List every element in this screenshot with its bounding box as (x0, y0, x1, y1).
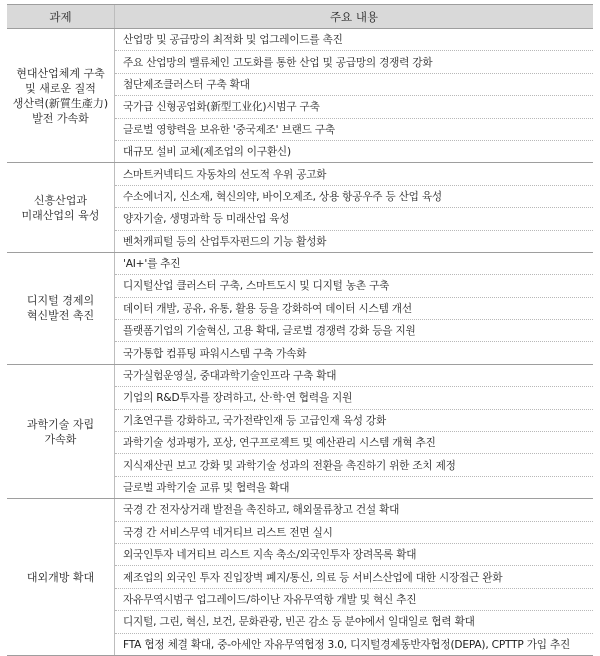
content-item: 대규모 설비 교체(제조업의 이구환신) (123, 146, 291, 159)
content-item: 벤처캐피털 등의 산업투자펀드의 기능 활성화 (123, 235, 327, 248)
policy-table (7, 4, 593, 656)
content-list (115, 163, 593, 252)
content-list (115, 365, 593, 498)
content-list (115, 253, 593, 364)
content-item: 자유무역시범구 업그레이드/하이난 자유무역항 개발 및 혁신 추진 (115, 589, 593, 611)
content-item: 첨단제조클러스터 구축 확대 (115, 74, 593, 96)
content-item: 국가실험운영실, 중대과학기술인프라 구축 확대 (115, 365, 593, 387)
content-item: 글로벌 영향력을 보유한 '중국제조' 브랜드 구축 (115, 119, 593, 141)
content-item: 산업망 및 공급망의 최적화 및 업그레이드를 촉진 (115, 29, 593, 51)
content-item: 양자기술, 생명과학 등 미래산업 육성 (115, 208, 593, 230)
category-cell: 현대산업체계 구축 및 새로운 질적 생산력(新質生產力) 발전 가속화 (7, 29, 115, 162)
category-cell: 디지털 경제의 혁신발전 촉진 (7, 253, 115, 364)
content-item: 국경 간 서비스무역 네거티브 리스트 전면 실시 (115, 522, 593, 544)
content-item: FTA 협정 체결 확대, 중-아세안 자유무역협정 3.0, 디지털경제동반자협정(DEPA), CPTTP 가입 추진 (123, 638, 571, 651)
content-item: 디지털산업 클러스터 구축, 스마트도시 및 디지털 농촌 구축 (115, 275, 593, 297)
content-item: 디지털, 그린, 혁신, 보건, 문화관광, 빈곤 감소 등 분야에서 일대일로 협력 확대 (115, 611, 593, 633)
table-group (7, 499, 593, 656)
table-group (7, 29, 593, 163)
category-cell: 대외개방 확대 (7, 499, 115, 655)
table-group (7, 365, 593, 499)
content-item: 'AI+'를 추진 (115, 253, 593, 275)
content-item: 과학기술 성과평가, 포상, 연구프로젝트 및 예산관리 시스템 개혁 추진 (115, 432, 593, 454)
category-cell: 신흥산업과 미래산업의 육성 (7, 163, 115, 252)
content-item: 국경 간 전자상거래 발전을 촉진하고, 해외물류창고 건설 확대 (115, 499, 593, 521)
content-item: 주요 산업망의 밸류체인 고도화를 통한 산업 및 공급망의 경쟁력 강화 (115, 51, 593, 73)
category-cell: 과학기술 자립 가속화 (7, 365, 115, 498)
table-group (7, 253, 593, 365)
content-item: 국가통합 컴퓨팅 파워시스템 구축 가속화 (123, 347, 307, 360)
content-item: 스마트커넥티드 자동차의 선도적 우위 공고화 (115, 163, 593, 185)
content-item: 지식재산권 보고 강화 및 과학기술 성과의 전환을 촉진하기 위한 조치 제정 (115, 454, 593, 476)
header-content: 주요 내용 (329, 9, 379, 24)
content-item: 데이터 개발, 공유, 유통, 활용 등을 강화하여 데이터 시스템 개선 (115, 298, 593, 320)
content-item: 플랫폼기업의 기술혁신, 고용 확대, 글로벌 경쟁력 강화 등을 지원 (115, 320, 593, 342)
table-header (7, 4, 593, 29)
table-group (7, 163, 593, 253)
content-item: 글로벌 과학기술 교류 및 협력을 확대 (123, 482, 290, 494)
content-item: 기업의 R&D투자를 장려하고, 산·학·연 협력을 지원 (115, 387, 593, 409)
content-item: 기초연구를 강화하고, 국가전략인재 등 고급인재 육성 강화 (115, 410, 593, 432)
content-item: 국가급 신형공업화(新型工业化)시범구 구축 (115, 96, 593, 118)
header-task: 과제 (7, 5, 115, 28)
content-item: 제조업의 외국인 투자 진입장벽 폐지/통신, 의료 등 서비스산업에 대한 시장접근 완화 (115, 566, 593, 588)
content-item: 수소에너지, 신소재, 혁신의약, 바이오제조, 상용 항공우주 등 산업 육성 (115, 186, 593, 208)
table-body (7, 29, 593, 656)
content-list (115, 29, 593, 162)
content-item: 외국인투자 네거티브 리스트 지속 축소/외국인투자 장려목록 확대 (115, 544, 593, 566)
content-list (115, 499, 593, 655)
